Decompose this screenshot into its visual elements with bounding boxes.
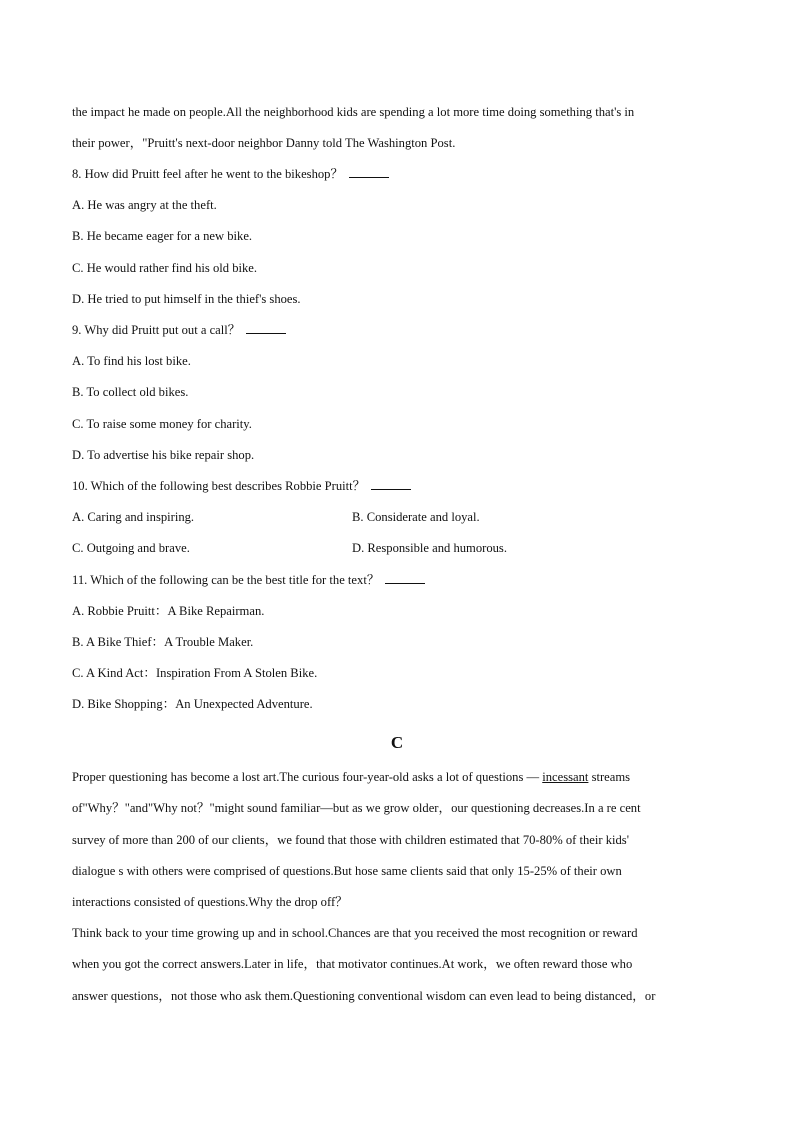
answer-blank (371, 478, 411, 490)
question-8-text: 8. How did Pruitt feel after he went to the bikeshop？ (72, 167, 344, 181)
question-9-stem (72, 322, 286, 338)
question-11-option-d: D. Bike Shopping：An Unexpected Adventure. (72, 697, 313, 711)
passage-b-line-2: their power，"Pruitt's next-door neighbor Danny told The Washington Post. (72, 136, 456, 150)
question-9-option-c: C. To raise some money for charity. (72, 417, 252, 431)
question-8-option-d: D. He tried to put himself in the thief's shoes. (72, 292, 301, 306)
text-run: streams (588, 770, 631, 784)
section-c-paragraph-1-line-3: survey of more than 200 of our clients，we found that those with children estimated that 70-80% of their kids' (72, 833, 629, 847)
question-11-option-c: C. A Kind Act：Inspiration From A Stolen Bike. (72, 666, 318, 680)
answer-blank (246, 322, 286, 334)
question-10-option-c: C. Outgoing and brave. (72, 541, 190, 555)
section-c-paragraph-1-line-4: dialogue s with others were comprised of questions.But hose same clients said that only 15-25% of their own (72, 864, 622, 878)
section-c-paragraph-1-line-5: interactions consisted of questions.Why the drop off？ (72, 895, 348, 909)
answer-blank (385, 572, 425, 584)
answer-blank (349, 166, 389, 178)
question-9-text: 9. Why did Pruitt put out a call？ (72, 323, 241, 337)
question-8-stem (72, 166, 389, 182)
question-8-option-c: C. He would rather find his old bike. (72, 261, 258, 275)
text-run: Proper questioning has become a lost art.The curious four-year-old asks a lot of questions — (72, 770, 543, 784)
section-c-paragraph-2-line-2: when you got the correct answers.Later in life，that motivator continues.At work，we often reward those who (72, 957, 633, 971)
question-11-option-b: B. A Bike Thief：A Trouble Maker. (72, 635, 254, 649)
question-10-stem (72, 478, 411, 494)
question-11-stem (72, 572, 425, 588)
question-10-option-d: D. Responsible and humorous. (352, 541, 507, 555)
question-10-option-b: B. Considerate and loyal. (352, 510, 480, 524)
section-c-paragraph-2-line-1: Think back to your time growing up and in school.Chances are that you received the most recognition or reward (72, 926, 638, 940)
passage-b-line-1: the impact he made on people.All the neighborhood kids are spending a lot more time doing something that's in (72, 105, 635, 119)
section-c-paragraph-1-line-2: of"Why？"and"Why not？"might sound familiar—but as we grow older，our questioning decreases.In a re cent (72, 801, 641, 815)
question-9-option-d: D. To advertise his bike repair shop. (72, 448, 255, 462)
question-10-option-a: A. Caring and inspiring. (72, 510, 195, 524)
underlined-word: incessant (542, 770, 589, 784)
question-8-option-b: B. He became eager for a new bike. (72, 229, 253, 243)
question-10-text: 10. Which of the following best describes Robbie Pruitt？ (72, 479, 366, 493)
question-11-option-a: A. Robbie Pruitt：A Bike Repairman. (72, 604, 265, 618)
question-8-option-a: A. He was angry at the theft. (72, 198, 217, 212)
question-9-option-a: A. To find his lost bike. (72, 354, 191, 368)
question-11-text: 11. Which of the following can be the best title for the text？ (72, 573, 380, 587)
question-9-option-b: B. To collect old bikes. (72, 385, 189, 399)
section-c-heading: C (390, 733, 404, 752)
section-c-paragraph-1-line-1 (72, 769, 630, 785)
section-c-paragraph-2-line-3: answer questions，not those who ask them.Questioning conventional wisdom can even lead to being distanced，or (72, 989, 656, 1003)
